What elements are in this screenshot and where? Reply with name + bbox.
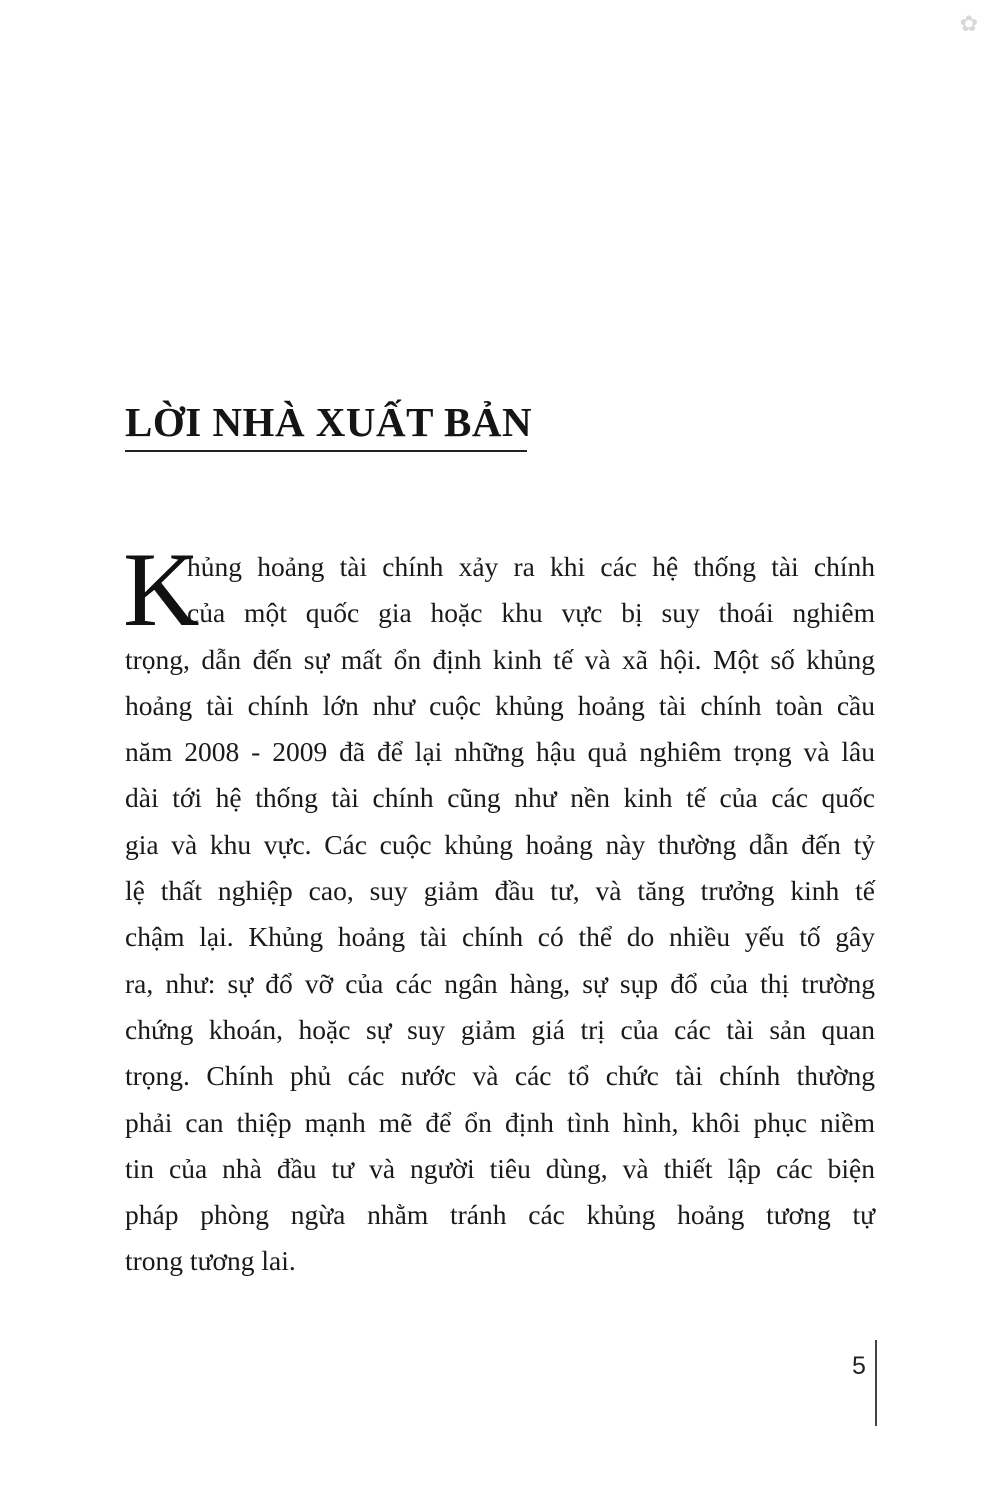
text-line: lệ thất nghiệp cao, suy giảm đầu tư, và tăng trưởng kinh tế	[125, 875, 875, 907]
text-line: hoảng tài chính lớn như cuộc khủng hoảng tài chính toàn cầu	[125, 689, 875, 721]
page-title: LỜI NHÀ XUẤT BẢN	[125, 399, 533, 445]
page-number: 5	[852, 1352, 866, 1380]
flower-icon: ✿	[959, 12, 979, 37]
text-line: gia và khu vực. Các cuộc khủng hoảng này thường dẫn đến tỷ	[125, 828, 875, 860]
text-line: chậm lại. Khủng hoảng tài chính có thể do nhiều yếu tố gây	[125, 921, 875, 953]
text-line: hủng hoảng tài chính xảy ra khi các hệ thống tài chính	[187, 551, 875, 582]
text-line: trọng. Chính phủ các nước và các tổ chức tài chính thường	[125, 1060, 875, 1092]
page-number-rule	[875, 1340, 877, 1426]
text-line: trọng, dẫn đến sự mất ổn định kinh tế và xã hội. Một số khủng	[125, 643, 875, 675]
text-line: pháp phòng ngừa nhằm tránh các khủng hoảng tương tự	[125, 1199, 875, 1231]
text-line: của một quốc gia hoặc khu vực bị suy thoái nghiêm	[187, 597, 875, 629]
text-line: ra, như: sự đổ vỡ của các ngân hàng, sự sụp đổ của thị trường	[125, 967, 875, 999]
drop-cap: K	[123, 531, 200, 648]
text-line: chứng khoán, hoặc sự suy giảm giá trị của các tài sản quan	[125, 1013, 875, 1045]
text-line: năm 2008 - 2009 đã để lại những hậu quả nghiêm trọng và lâu	[125, 736, 875, 768]
title-underline	[125, 450, 527, 452]
body-paragraph	[123, 531, 875, 1285]
text-line: tin của nhà đầu tư và người tiêu dùng, và thiết lập các biện	[125, 1152, 875, 1184]
text-line: trong tương lai.	[125, 1245, 296, 1277]
text-line: phải can thiệp mạnh mẽ để ổn định tình hình, khôi phục niềm	[125, 1106, 875, 1138]
text-line: dài tới hệ thống tài chính cũng như nền kinh tế của các quốc	[125, 782, 875, 814]
